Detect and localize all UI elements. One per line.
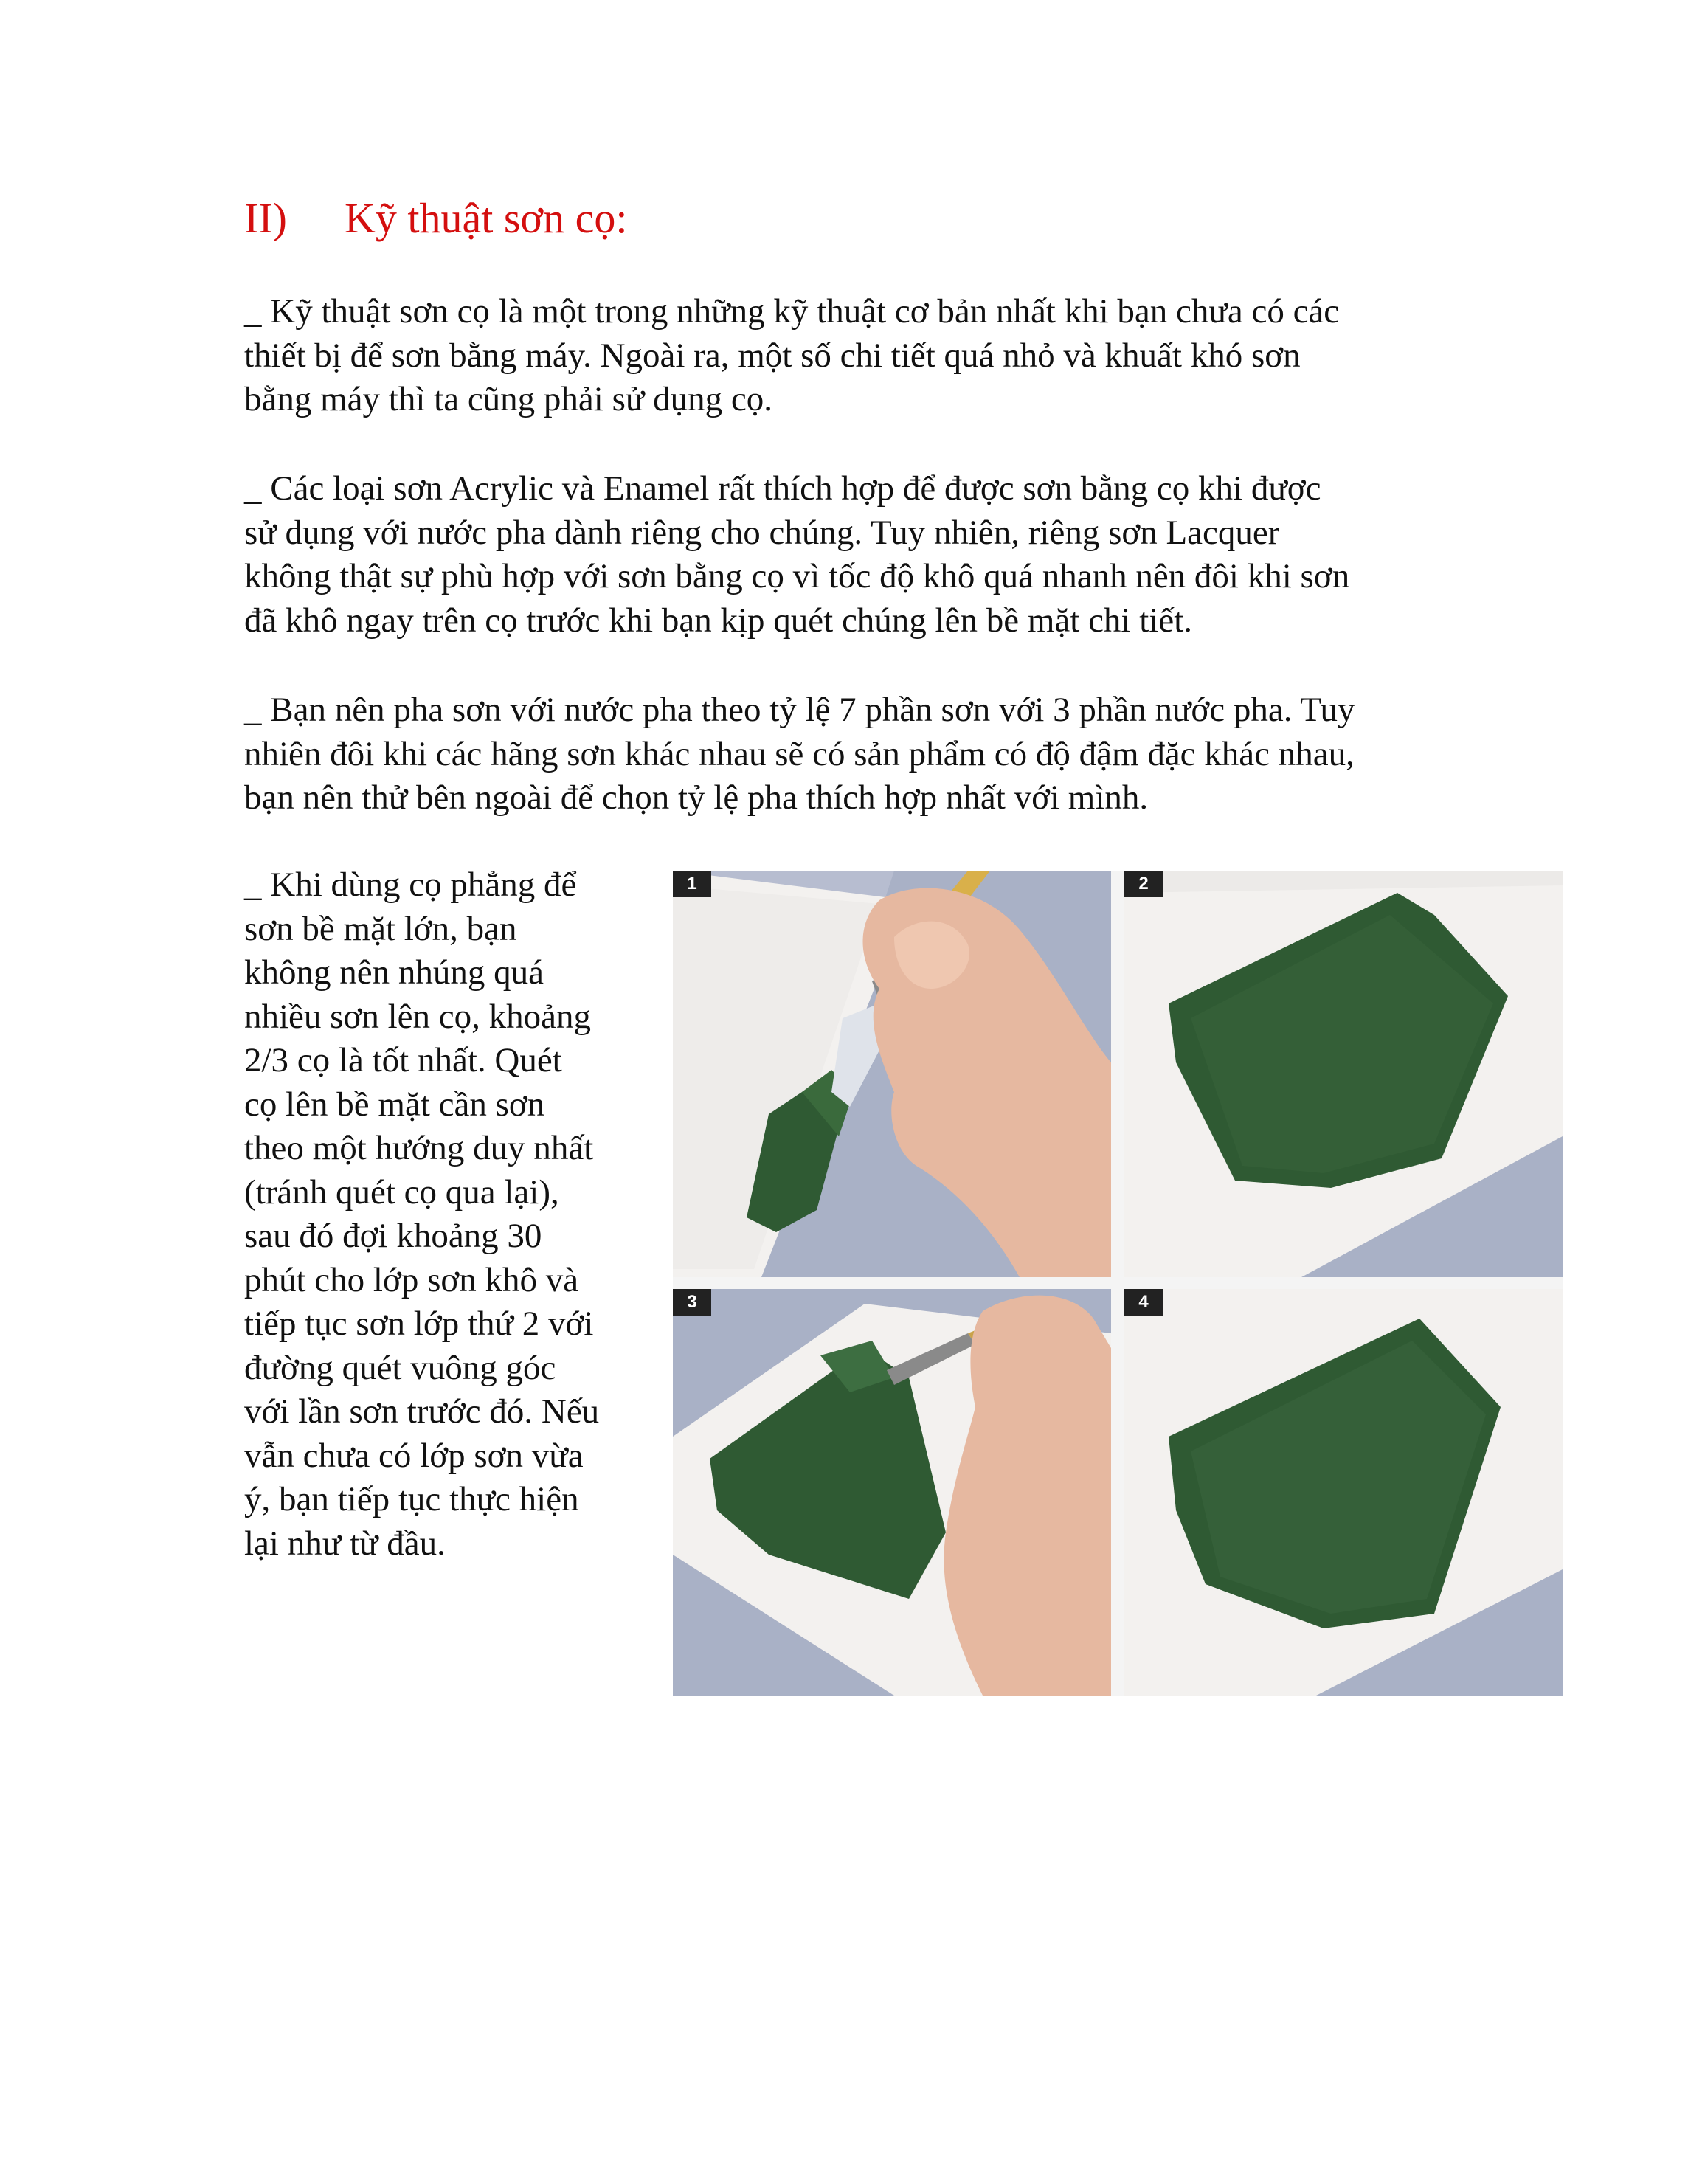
panel-4-illustration (1124, 1289, 1563, 1696)
paragraph-line: phút cho lớp sơn khô và (244, 1260, 579, 1299)
panel-number-badge: 3 (673, 1289, 711, 1316)
paragraph-1 (244, 290, 1513, 422)
paragraph-line: _ Khi dùng cọ phẳng để (244, 865, 577, 904)
paragraph-3 (244, 688, 1513, 820)
paragraph-line: _ Kỹ thuật sơn cọ là một trong những kỹ thuật cơ bản nhất khi bạn chưa có các (244, 292, 1340, 331)
paragraph-line: nhiên đôi khi các hãng sơn khác nhau sẽ có sản phẩm có độ đậm đặc khác nhau, (244, 734, 1355, 773)
heading-title: Kỹ thuật sơn cọ: (345, 194, 628, 242)
paragraph-line: theo một hướng duy nhất (244, 1129, 594, 1167)
paragraph-line: _ Các loại sơn Acrylic và Enamel rất thích hợp để được sơn bằng cọ khi được (244, 469, 1321, 508)
paragraph-line: thiết bị để sơn bằng máy. Ngoài ra, một số chi tiết quá nhỏ và khuất khó sơn (244, 336, 1301, 375)
figure-panel-2 (1124, 871, 1563, 1277)
paragraph-line: sau đó đợi khoảng 30 (244, 1217, 542, 1255)
panel-number-badge: 4 (1124, 1289, 1163, 1316)
paragraph-line: không nên nhúng quá (244, 953, 544, 992)
paragraph-line: cọ lên bề mặt cần sơn (244, 1085, 545, 1124)
figure-panel-1 (673, 871, 1111, 1277)
paragraph-line: vẫn chưa có lớp sơn vừa (244, 1436, 584, 1475)
paragraph-4 (244, 863, 657, 1566)
paragraph-line: không thật sự phù hợp với sơn bằng cọ vì tốc độ khô quá nhanh nên đôi khi sơn (244, 557, 1350, 595)
panel-number-badge: 2 (1124, 871, 1163, 897)
figure-panel-3 (673, 1289, 1111, 1696)
paragraph-line: lại như từ đầu. (244, 1524, 446, 1563)
figure-panel-4 (1124, 1289, 1563, 1696)
brush-painting-figure (673, 871, 1563, 1696)
paragraph-2 (244, 467, 1513, 643)
paragraph-line: đã khô ngay trên cọ trước khi bạn kịp quét chúng lên bề mặt chi tiết. (244, 601, 1193, 640)
paragraph-line: _ Bạn nên pha sơn với nước pha theo tỷ lệ 7 phần sơn với 3 phần nước pha. Tuy (244, 691, 1355, 729)
panel-number-badge: 1 (673, 871, 711, 897)
paragraph-line: bạn nên thử bên ngoài để chọn tỷ lệ pha thích hợp nhất với mình. (244, 778, 1149, 817)
paragraph-line: tiếp tục sơn lớp thứ 2 với (244, 1304, 594, 1343)
paragraph-line: bằng máy thì ta cũng phải sử dụng cọ. (244, 380, 772, 418)
paragraph-line: đường quét vuông góc (244, 1348, 556, 1387)
paragraph-line: 2/3 cọ là tốt nhất. Quét (244, 1041, 562, 1079)
section-heading (244, 193, 627, 243)
heading-number: II) (244, 194, 287, 242)
panel-2-illustration (1124, 871, 1563, 1277)
paragraph-line: sơn bề mặt lớn, bạn (244, 909, 517, 948)
panel-1-illustration (673, 871, 1111, 1277)
paragraph-line: nhiều sơn lên cọ, khoảng (244, 997, 591, 1036)
panel-3-illustration (673, 1289, 1111, 1696)
paragraph-line: (tránh quét cọ qua lại), (244, 1172, 559, 1212)
paragraph-line: sử dụng với nước pha dành riêng cho chúng. Tuy nhiên, riêng sơn Lacquer (244, 513, 1280, 552)
paragraph-line: với lần sơn trước đó. Nếu (244, 1392, 600, 1431)
paragraph-line: ý, bạn tiếp tục thực hiện (244, 1480, 579, 1518)
